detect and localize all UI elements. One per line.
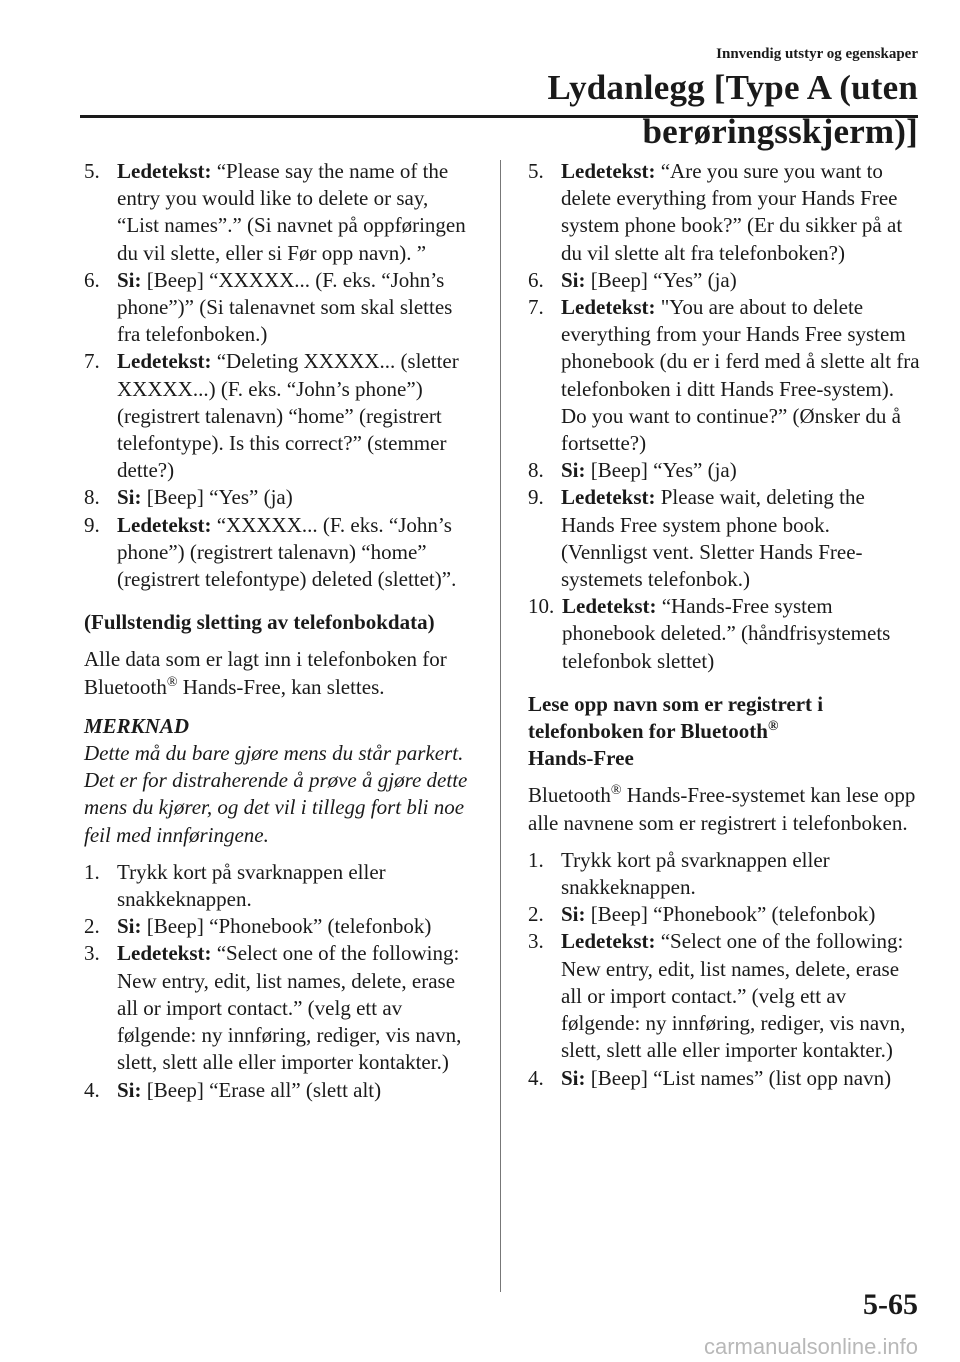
step-text: [Beep] “Erase all” (slett alt): [146, 1077, 382, 1102]
step-label: Ledetekst:: [117, 941, 212, 966]
paragraph-text-end: Hands-Free-systemet kan lese opp alle navnene som er registrert i telefonboken.: [528, 783, 916, 835]
step-text: “Hands-Free system phonebook deleted.” (håndfrisystemets telefonbok slettet): [562, 594, 891, 673]
step-label: Si:: [117, 914, 142, 939]
step-number: 6.: [84, 267, 100, 292]
column-divider: [500, 160, 501, 1292]
step-text: [Beep] “List names” (list opp navn): [590, 1065, 892, 1090]
right-column: [528, 158, 920, 1092]
step-item: [84, 484, 474, 511]
step-item: [528, 928, 920, 1064]
step-number: 9.: [528, 485, 544, 510]
step-item: [84, 158, 474, 267]
left-steps-b: [84, 859, 474, 1104]
step-number: 6.: [528, 267, 544, 292]
step-number: 2.: [84, 914, 100, 939]
paragraph-text-start: Bluetooth: [528, 783, 611, 808]
step-label: Ledetekst:: [562, 594, 657, 619]
step-label: Si:: [117, 485, 142, 510]
page-number: 5-65: [863, 1288, 918, 1321]
paragraph-text-end: Hands-Free, kan slettes.: [177, 674, 385, 699]
step-text: [Beep] “Yes” (ja): [590, 458, 737, 483]
step-item: [528, 267, 920, 294]
step-label: Si:: [561, 267, 586, 292]
step-item: [84, 512, 474, 594]
step-item: [528, 294, 920, 457]
step-text: “Select one of the following: New entry, edit, list names, delete, erase all or import contact.” (velg ett av følgende: ny innføring, rediger, vis navn, slett, slett alle eller importer kontakter.): [561, 929, 906, 1063]
step-item: [84, 267, 474, 349]
step-label: Ledetekst:: [117, 159, 212, 183]
step-number: 3.: [528, 929, 544, 954]
step-text: [Beep] “Phonebook” (telefonbok): [146, 914, 432, 939]
step-text: [Beep] “XXXXX... (F. eks. “John’s phone”)” (Si talenavnet som skal slettes fra telefonboken.): [117, 267, 453, 347]
step-item: [84, 913, 474, 940]
step-number: 9.: [84, 512, 100, 537]
step-item: [528, 901, 920, 928]
step-label: Si:: [117, 267, 142, 292]
page-title: Lydanlegg [Type A (uten berøringsskjerm)]: [547, 68, 918, 151]
step-number: 1.: [528, 847, 544, 872]
step-item: [528, 593, 920, 675]
step-item: [528, 484, 920, 593]
step-number: 5.: [528, 159, 544, 183]
step-item: [84, 940, 474, 1076]
step-label: Si:: [561, 902, 586, 927]
step-label: Si:: [561, 458, 586, 483]
step-label: Ledetekst:: [561, 929, 656, 954]
step-label: Ledetekst:: [117, 349, 212, 374]
step-item: [84, 859, 474, 913]
left-steps-a: [84, 158, 474, 593]
step-item: [84, 348, 474, 484]
left-column: [84, 158, 474, 1104]
step-number: 7.: [84, 349, 100, 374]
heading-text-start: Lese opp navn som er registrert i telefonboken for Bluetooth: [528, 691, 824, 744]
step-label: Ledetekst:: [561, 295, 656, 320]
step-text: Please wait, deleting the Hands Free system phone book. (Vennligst vent. Sletter Hands Free-systemets telefonbok.): [561, 485, 865, 592]
step-number: 3.: [84, 941, 100, 966]
step-item: [528, 158, 920, 267]
right-steps-b: [528, 847, 920, 1092]
full-delete-paragraph: [84, 646, 474, 700]
step-item: [528, 847, 920, 901]
step-label: Ledetekst:: [561, 485, 656, 510]
step-number: 4.: [528, 1065, 544, 1090]
step-number: 7.: [528, 295, 544, 320]
note-title: MERKNAD: [84, 713, 190, 738]
note-body: Dette må du bare gjøre mens du står parkert. Det er for distraherende å prøve å gjøre dette mens du kjører, og det vil i tillegg fort bli noe feil med innføringene.: [84, 741, 468, 847]
step-text: "You are about to delete everything from your Hands Free system phonebook (du er i ferd med å slette alt fra telefonboken i ditt Hands Free-system). Do you want to continue?” (Ønsker du å fortsette?): [561, 295, 920, 456]
header-rule: [80, 115, 918, 118]
step-item: [528, 1065, 920, 1092]
full-delete-heading: (Fullstendig sletting av telefonbokdata): [84, 610, 435, 635]
right-steps-a: [528, 158, 920, 675]
step-number: 4.: [84, 1077, 100, 1102]
step-text: Trykk kort på svarknappen eller snakkeknappen.: [561, 847, 830, 900]
watermark: carmanualsonline.info: [703, 1334, 918, 1359]
step-label: Si:: [117, 1077, 142, 1102]
step-text: “XXXXX... (F. eks. “John’s phone”) (registrert talenavn) “home” (registrert telefontype) deleted (slettet)”.: [117, 512, 457, 592]
step-text: Trykk kort på svarknappen eller snakkeknappen.: [117, 859, 386, 912]
step-text: [Beep] “Phonebook” (telefonbok): [590, 902, 876, 927]
read-names-paragraph: [528, 782, 920, 836]
read-names-heading: [528, 691, 920, 773]
step-text: [Beep] “Yes” (ja): [590, 267, 737, 292]
step-text: “Please say the name of the entry you would like to delete or say, “List names”.” (Si navnet på oppføringen du vil slette, eller si Før opp navn). ”: [117, 159, 466, 265]
step-number: 8.: [84, 485, 100, 510]
step-text: “Are you sure you want to delete everything from your Hands Free system phone book?” (Er du sikker på at du vil slette alt fra telefonboken?): [561, 159, 903, 265]
step-label: Ledetekst:: [117, 512, 212, 537]
paragraph-text-start: Alle data som er lagt inn i telefonboken for Bluetooth: [84, 647, 447, 699]
step-label: Si:: [561, 1065, 586, 1090]
registered-mark: ®: [166, 674, 178, 690]
step-item: [528, 457, 920, 484]
heading-text-end: Hands-Free: [528, 746, 634, 771]
step-text: “Deleting XXXXX... (sletter XXXXX...) (F. eks. “John’s phone”) (registrert talenavn) “home” (registrert telefontype). Is this correct?” (stemmer dette?): [117, 349, 459, 483]
step-number: 5.: [84, 159, 100, 183]
header-block: [300, 44, 918, 154]
step-item: [84, 1077, 474, 1104]
registered-mark: ®: [767, 719, 779, 735]
step-number: 2.: [528, 902, 544, 927]
step-number: 8.: [528, 458, 544, 483]
section-name: Innvendig utstyr og egenskaper: [716, 46, 918, 62]
step-number: 1.: [84, 859, 100, 884]
step-text: [Beep] “Yes” (ja): [146, 485, 293, 510]
registered-mark: ®: [610, 783, 622, 799]
step-number: 10.: [528, 594, 555, 619]
step-label: Ledetekst:: [561, 159, 656, 183]
step-text: “Select one of the following: New entry, edit, list names, delete, erase all or import contact.” (velg ett av følgende: ny innføring, rediger, vis navn, slett, slett alle eller importer kontakter.): [117, 941, 462, 1075]
